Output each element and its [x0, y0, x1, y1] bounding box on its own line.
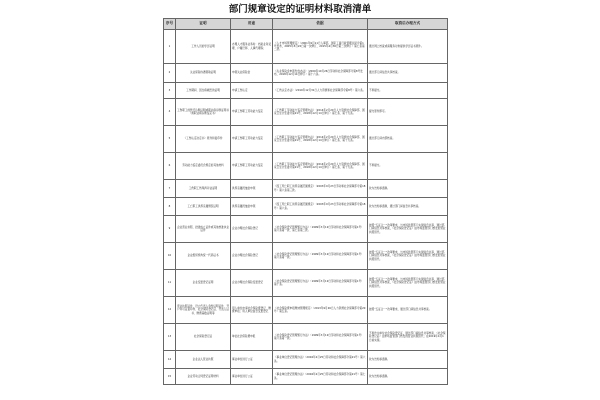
row-certificate: 企业变更登记证明 — [176, 270, 231, 297]
header-certificate: 证明 — [176, 19, 231, 30]
row-handling: 按照“五证合一”改革要求，通过部门间信息共享核查。 — [368, 297, 448, 324]
table-row — [164, 270, 448, 297]
table-row — [164, 99, 448, 126]
row-number: 3 — [164, 83, 176, 99]
row-number: 6 — [164, 153, 176, 180]
table-row — [164, 216, 448, 243]
row-certificate: 社会保险登记证 — [176, 324, 231, 351]
row-handling: 通过部门间信息共享核查。 — [368, 64, 448, 83]
row-purpose: 事业单位进行公证 — [231, 351, 273, 369]
row-number: 8 — [164, 198, 176, 216]
row-handling: 不再作为单位社会保险登记证，通过部门间信息共享核查，《社会保险登记证》由市场监管部门核发的营业执照替代；在2019年4月1日前实现。 — [368, 324, 448, 351]
row-certificate: 劳动能力鉴定委员会规定的其他材料 — [176, 153, 231, 180]
row-number: 15 — [164, 369, 176, 385]
table-row — [164, 153, 448, 180]
row-basis: 《失业保险金申领发放办法》（2000年10月26日劳动和社会保障部令第8号发布，2018年12月14日修订）第十六条。 — [273, 64, 368, 83]
row-handling: 改为告知承诺制。 — [368, 351, 448, 369]
row-basis: 《工伤认定办法》（2010年12月31日人力资源和社会保障部令第8号）第六条。 — [273, 83, 368, 99]
row-handling: 改为告知承诺制。 — [368, 369, 448, 385]
row-handling: 改为告知承诺制，通过部门间信息共享核查。 — [368, 198, 448, 216]
row-certificate: 企业劳动合同登记证明材料 — [176, 369, 231, 385]
table-row — [164, 369, 448, 385]
row-number: 7 — [164, 180, 176, 198]
row-number: 13 — [164, 324, 176, 351]
row-handling: 不再提交。 — [368, 153, 448, 180]
page-title: 部门规章设定的证明材料取消清单 — [228, 4, 372, 15]
row-number: 14 — [164, 351, 176, 369]
row-handling: 按照“五证合一”改革要求，与市场监管部门实现信息共享，通过部门间信息共享核查，《社会保险登记证》由市场监管部门核发的营业执照替代。 — [368, 216, 448, 243]
table-row — [164, 297, 448, 324]
row-purpose: 用人单位申请社会保险费登记、缴费申报；用人单位信息变更登记 — [231, 297, 273, 324]
row-basis: 《社会保险登记管理暂行办法》（1999年3月19日劳动和社会保障部令第1号）第十条。 — [273, 270, 368, 297]
row-handling: 改为告知承诺制。 — [368, 180, 448, 198]
row-basis: 《社会保险登记管理暂行办法》（1999年3月19日劳动和社会保障部令第1号）第六条第一款。 — [273, 324, 368, 351]
certificate-table — [163, 18, 448, 385]
row-certificate: 工伤职工的医疗诊断证明或职业病诊断证明书（或职业病诊断鉴定书） — [176, 99, 231, 126]
row-basis: 《因工死亡职工供养亲属范围规定》（2003年9月23日劳动和社会保障部令第18号）第六条。 — [273, 198, 368, 216]
table-row — [164, 64, 448, 83]
header-handling: 取消后办理方式 — [368, 19, 448, 30]
row-basis: 《事业单位登记管理办法》（2004年2月25日劳动和社会保障部令第21号）第七条。 — [273, 369, 368, 385]
row-basis: 《社会保险费申报缴纳管理规定》（2013年9月26日人力资源社会保障部令第20号）第五条。 — [273, 297, 368, 324]
row-basis: 《因工死亡职工供养亲属范围规定》（2003年9月23日劳动和社会保障部令第18号）第六条第三款。 — [273, 180, 368, 198]
table-header-row — [164, 19, 448, 30]
row-number: 12 — [164, 297, 176, 324]
row-purpose: 申请工伤职工劳动能力鉴定 — [231, 99, 273, 126]
row-basis: 《工伤职工劳动能力鉴定管理办法》（2014年2月20日人力资源社会保障部、国家卫生计生委令第21号，2018年12月14日修订）第七条、第十九条。 — [273, 126, 368, 153]
row-certificate: 企业法人营业执照 — [176, 351, 231, 369]
row-certificate: 工作期间、因生病就医的证明 — [176, 83, 231, 99]
row-basis: 《社会保险登记管理暂行办法》（1999年3月19日劳动和社会保障部令第1号）第六条第一款、第七条第二款。 — [273, 216, 368, 243]
row-number: 2 — [164, 64, 176, 83]
row-number: 11 — [164, 270, 176, 297]
row-certificate: 工作人员的学历证明 — [176, 30, 231, 64]
row-number: 4 — [164, 99, 176, 126]
row-purpose: 供养亲属抚恤金申领 — [231, 180, 273, 198]
row-handling: 通过部门间内部核查。 — [368, 126, 448, 153]
row-handling: 按照“五证合一”改革要求，与市场监管部门实现信息共享，通过部门间信息共享核查，《社会保险登记证》由市场监管部门核发的营业执照替代。 — [368, 243, 448, 270]
row-basis: 《工伤职工劳动能力鉴定管理办法》（2014年2月20日人力资源社会保障部、国家卫生计生委令第21号，2018年12月14日修订）第七条、第十九条。 — [273, 153, 368, 180]
row-handling: 按照“五证合一”改革要求，与市场监管部门实现信息共享，通过部门间信息共享核查，《社会保险登记证》由市场监管部门核发的营业执照替代。 — [368, 270, 448, 297]
row-handling: 不再提交。 — [368, 83, 448, 99]
table-row — [164, 83, 448, 99]
row-purpose: 申领失业保险金 — [231, 64, 273, 83]
row-certificate: 企业营业执照、批准成立证件或其他核准执业证件 — [176, 216, 231, 243]
row-purpose: 单位社会保险费申报 — [231, 324, 273, 351]
row-number: 5 — [164, 126, 176, 153]
row-basis: 《人才市场管理规定》（2001年9月11日人事部、国家工商行政管理总局令第1号发布，2005年3月22日第一次修订，2015年4月30日第二次修订）第七条第二款。 — [273, 30, 368, 64]
row-certificate: 企业组织机构统一代码证书 — [176, 243, 231, 270]
row-certificate: 《工伤认定决定书》原件和复印件 — [176, 126, 231, 153]
row-purpose: 办理人才服务业务时：档案业务受理、户籍迁移、人事代理等； — [231, 30, 273, 64]
row-purpose: 供养亲属抚恤金申领 — [231, 198, 273, 216]
row-certificate: 工伤职工伤残再评估证明 — [176, 180, 231, 198]
table-row — [164, 180, 448, 198]
table-row — [164, 126, 448, 153]
row-certificate: 失业保险待遇领取证明 — [176, 64, 231, 83]
table-row — [164, 198, 448, 216]
header-purpose: 用途 — [231, 19, 273, 30]
row-purpose: 企业办理社会保险登记 — [231, 243, 273, 270]
table-row — [164, 30, 448, 64]
row-number: 9 — [164, 216, 176, 243]
row-purpose: 企业办理社会保险登记 — [231, 216, 273, 243]
header-number: 序号 — [164, 19, 176, 30]
row-basis: 《事业单位登记管理办法》（2004年2月25日劳动和社会保障部令第21号）第六条。 — [273, 351, 368, 369]
header-basis: 依据 — [273, 19, 368, 30]
row-basis: 《社会保险登记管理暂行办法》（1999年3月19日劳动和社会保障部令第1号）第六条第一款。 — [273, 243, 368, 270]
row-handling: 提交原件即可。 — [368, 99, 448, 126]
row-purpose: 申请工伤职工劳动能力鉴定 — [231, 126, 273, 153]
row-purpose: 申请工伤认定 — [231, 83, 273, 99]
row-number: 10 — [164, 243, 176, 270]
row-basis: 《工伤职工劳动能力鉴定管理办法》（2014年2月20日人力资源社会保障部、国家卫生计生委令第21号，2018年12月14日修订）第七条、第十九条。 — [273, 99, 368, 126]
table-row — [164, 324, 448, 351]
row-handling: 通过网上核查或请服务对象提供学历证书原件。 — [368, 30, 448, 64]
table-row — [164, 243, 448, 270]
table-row — [164, 351, 448, 369]
row-certificate: 营业执照证件、设立代表人身份证明证件、开户许可证复印件、社会保险登记证、代表人证书、缴费基数证明等 — [176, 297, 231, 324]
row-certificate: 工亡职工供养亲属情况证明 — [176, 198, 231, 216]
row-number: 1 — [164, 30, 176, 64]
row-purpose: 事业单位进行公证 — [231, 369, 273, 385]
row-purpose: 申请工伤职工劳动能力鉴定 — [231, 153, 273, 180]
row-purpose: 企业办理社会保险变更登记 — [231, 270, 273, 297]
